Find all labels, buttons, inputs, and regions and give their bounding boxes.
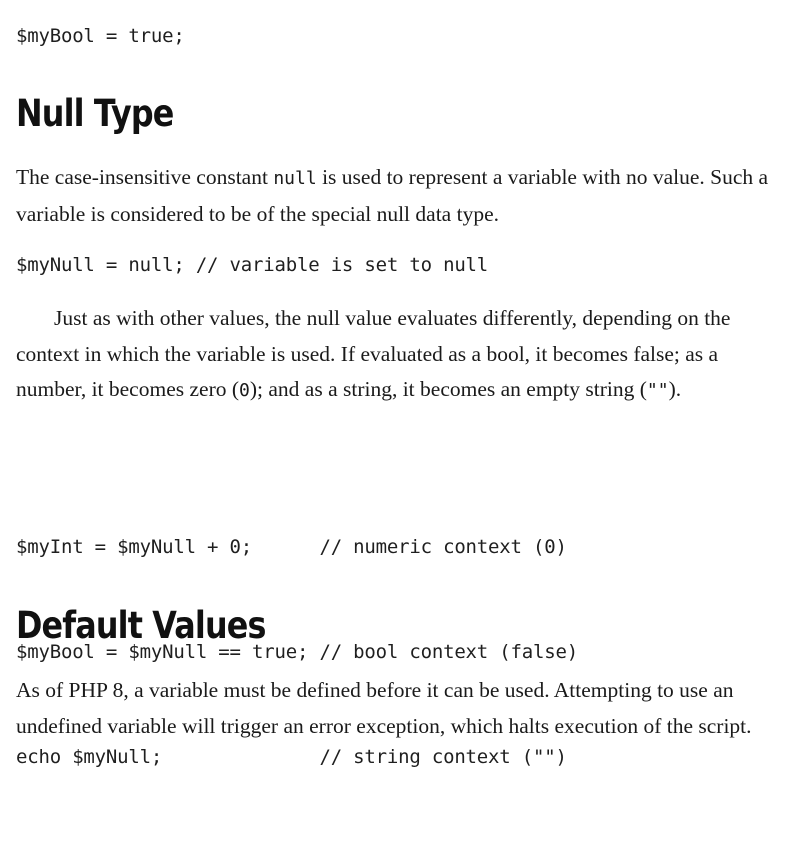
- paragraph-null-context: [16, 301, 786, 409]
- code-line: $myBool = $myNull == true; // bool context (false): [16, 641, 578, 663]
- code-line: $myInt = $myNull + 0; // numeric context (0): [16, 536, 567, 558]
- heading-default-values: Default Values: [16, 604, 266, 647]
- para-text: is used to represent a variable with no value. Such a variable is considered to be of the special null data type.: [16, 165, 769, 226]
- para-text: ); and as a string, it becomes an empty string (: [249, 377, 647, 401]
- paragraph-null-intro: [16, 160, 786, 232]
- paragraph-default-values: As of PHP 8, a variable must be defined before it can be used. Attempting to use an undefined variable will trigger an error exception, which halts execution of the script.: [16, 678, 752, 738]
- code-block-contexts: [16, 460, 578, 845]
- para-text: ).: [668, 377, 682, 401]
- inline-code-null: null: [273, 168, 317, 189]
- para-text: Just as with other values, the null value evaluates differently, depending on the context in which the variable is used. If evaluated as a bool, it becomes false; as a number, it becomes zero (: [16, 306, 731, 401]
- code-line: echo $myNull; // string context (""): [16, 746, 567, 768]
- code-snippet-mybool: $myBool = true;: [16, 25, 185, 47]
- para-text: The case-insensitive constant: [16, 165, 274, 189]
- heading-null-type: Null Type: [16, 92, 174, 135]
- inline-code-empty-string: "": [646, 380, 669, 401]
- code-snippet-mynull: $myNull = null; // variable is set to null: [16, 254, 489, 276]
- inline-code-zero: 0: [239, 380, 250, 401]
